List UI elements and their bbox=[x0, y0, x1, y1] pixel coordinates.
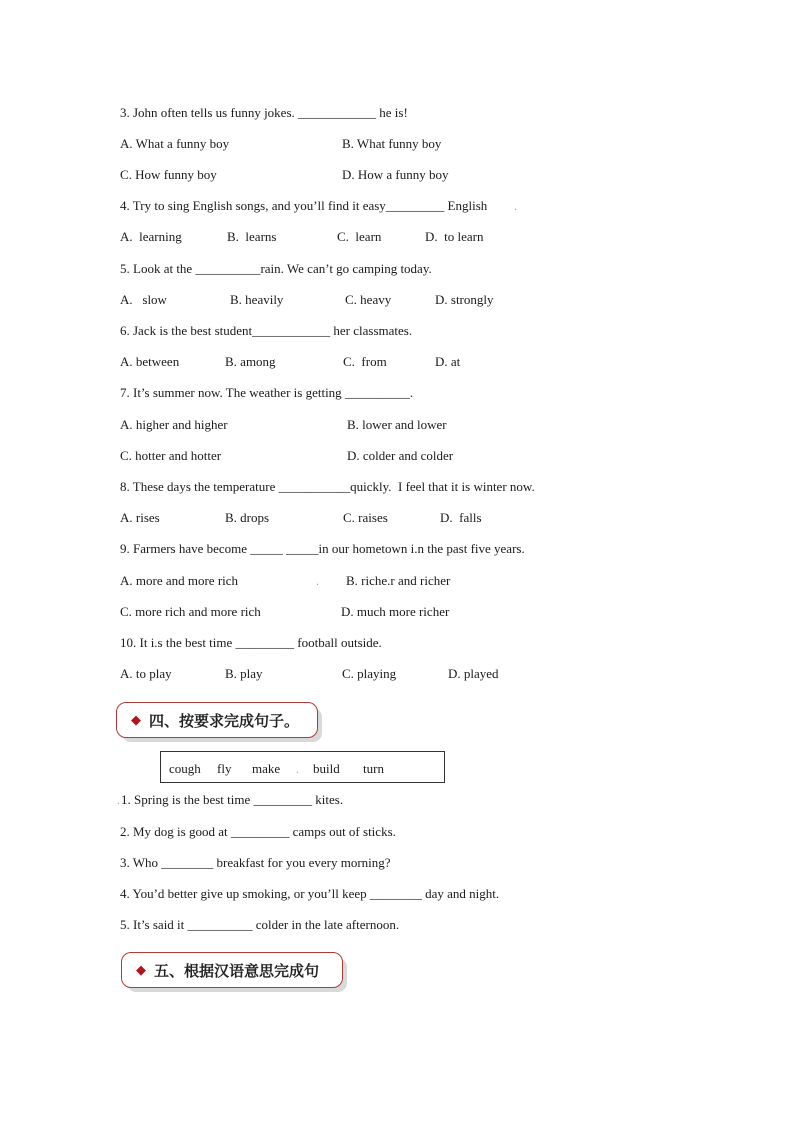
question-3-option-c: C. How funny boy bbox=[120, 167, 217, 182]
question-9-option-b: B. riche.r and richer bbox=[346, 573, 451, 588]
question-6-option-b: B. among bbox=[225, 354, 276, 369]
question-4-stem: 4. Try to sing English songs, and you’ll find it easy_________ English bbox=[120, 198, 488, 213]
question-10-option-a: A. to play bbox=[120, 666, 172, 681]
stray-dot: . bbox=[316, 574, 319, 588]
sentence-3: 3. Who ________ breakfast for you every morning? bbox=[120, 855, 391, 870]
question-9-stem: 9. Farmers have become _____ _____in our hometown i.n the past five years. bbox=[120, 541, 525, 556]
word-bank-item: make bbox=[252, 761, 281, 776]
word-bank-box bbox=[160, 751, 445, 783]
question-3-option-a: A. What a funny boy bbox=[120, 136, 230, 151]
question-7-option-c: C. hotter and hotter bbox=[120, 448, 222, 463]
section-5-heading bbox=[121, 952, 343, 988]
question-6-stem: 6. Jack is the best student____________ her classmates. bbox=[120, 323, 413, 338]
question-7-option-d: D. colder and colder bbox=[347, 448, 454, 463]
question-3-option-d: D. How a funny boy bbox=[342, 167, 449, 182]
question-4-option-c: C. learn bbox=[337, 229, 382, 244]
question-5-stem: 5. Look at the __________rain. We can’t go camping today. bbox=[120, 261, 432, 276]
question-9-option-c: C. more rich and more rich bbox=[120, 604, 261, 619]
question-10-option-d: D. played bbox=[448, 666, 499, 681]
word-bank-item: fly bbox=[217, 761, 232, 776]
question-9-option-a: A. more and more rich bbox=[120, 573, 239, 588]
question-7-option-a: A. higher and higher bbox=[120, 417, 228, 432]
stray-dot: . bbox=[296, 762, 299, 776]
question-10-option-c: C. playing bbox=[342, 666, 397, 681]
period-dot: . bbox=[514, 199, 517, 213]
stray-dot: . bbox=[117, 793, 120, 807]
sentence-1: 1. Spring is the best time _________ kites. bbox=[121, 792, 344, 807]
sentence-4: 4. You’d better give up smoking, or you’ll keep ________ day and night. bbox=[120, 886, 500, 901]
sentence-5: 5. It’s said it __________ colder in the late afternoon. bbox=[120, 917, 400, 932]
question-8-option-c: C. raises bbox=[343, 510, 388, 525]
question-5-option-d: D. strongly bbox=[435, 292, 494, 307]
question-7-option-b: B. lower and lower bbox=[347, 417, 447, 432]
word-bank-item: cough bbox=[169, 761, 201, 776]
question-8-option-a: A. rises bbox=[120, 510, 160, 525]
question-8-stem: 8. These days the temperature ___________quickly. I feel that it is winter now. bbox=[120, 479, 535, 494]
question-6-option-a: A. between bbox=[120, 354, 180, 369]
question-8-option-b: B. drops bbox=[225, 510, 270, 525]
question-4-option-a: A. learning bbox=[120, 229, 182, 244]
question-4-option-b: B. learns bbox=[227, 229, 277, 244]
question-4-option-d: D. to learn bbox=[425, 229, 484, 244]
section-4-heading bbox=[116, 702, 318, 738]
question-6-option-c: C. from bbox=[343, 354, 387, 369]
question-3-stem: 3. John often tells us funny jokes. ____________ he is! bbox=[120, 105, 408, 120]
question-9-option-d: D. much more richer bbox=[341, 604, 450, 619]
diamond-icon: ◆ bbox=[131, 712, 141, 728]
section-4-title: 四、按要求完成句子。 bbox=[149, 711, 300, 730]
question-5-option-c: C. heavy bbox=[345, 292, 392, 307]
question-5-option-b: B. heavily bbox=[230, 292, 284, 307]
question-7-stem: 7. It’s summer now. The weather is getting __________. bbox=[120, 385, 414, 400]
question-5-option-a: A. slow bbox=[120, 292, 167, 307]
sentence-2: 2. My dog is good at _________ camps out of sticks. bbox=[120, 824, 396, 839]
question-8-option-d: D. falls bbox=[440, 510, 482, 525]
question-10-option-b: B. play bbox=[225, 666, 263, 681]
word-bank-item: turn bbox=[363, 761, 384, 776]
question-10-stem: 10. It i.s the best time _________ football outside. bbox=[120, 635, 382, 650]
diamond-icon: ◆ bbox=[136, 962, 146, 978]
question-3-option-b: B. What funny boy bbox=[342, 136, 442, 151]
question-6-option-d: D. at bbox=[435, 354, 461, 369]
section-5-title: 五、根据汉语意思完成句 bbox=[154, 961, 320, 980]
word-bank-item: build bbox=[313, 761, 340, 776]
